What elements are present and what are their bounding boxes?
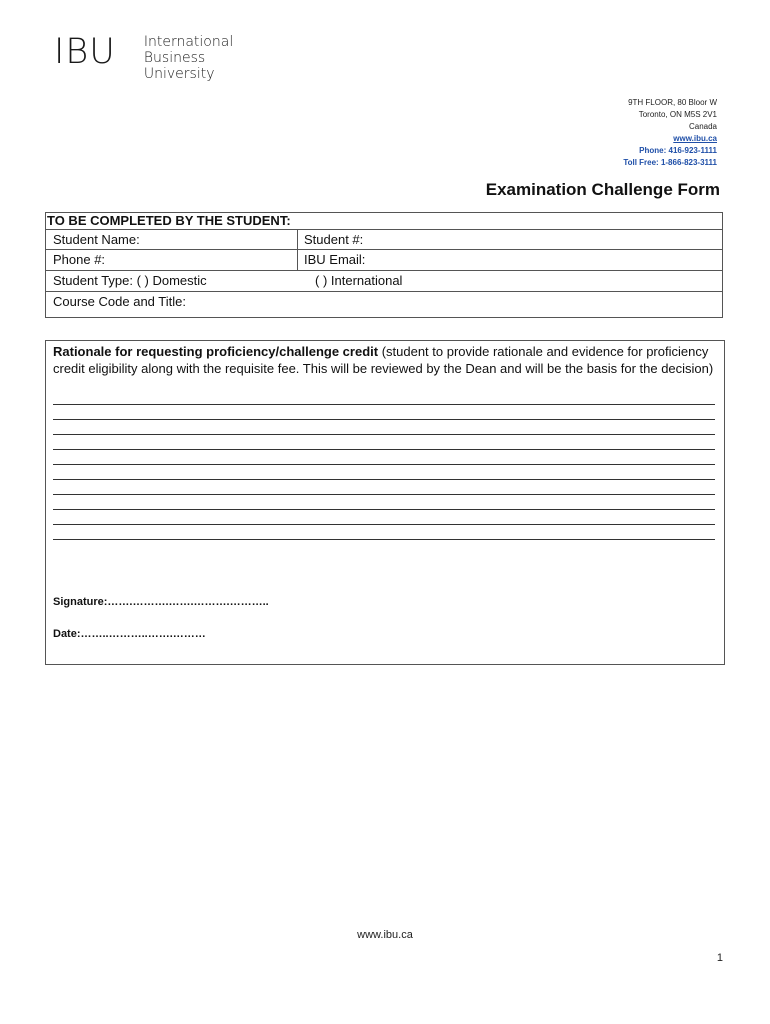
footer-website: www.ibu.ca [357,929,413,941]
student-section-heading: TO BE COMPLETED BY THE STUDENT: [47,213,291,228]
address-line-2: Toronto, ON M5S 2V1 [638,110,717,119]
logo-line-1: International [143,34,234,50]
logo-wordmark [144,34,233,82]
student-name-field[interactable]: Student Name: [53,232,140,247]
phone-number: Phone: 416-923-1111 [639,146,717,155]
website-link[interactable]: www.ibu.ca [673,134,717,143]
course-field[interactable]: Course Code and Title: [53,294,186,309]
page-number: 1 [716,952,723,964]
toll-free-number: Toll Free: 1-866-823-3111 [623,158,717,167]
rationale-line[interactable] [53,524,715,525]
row-course [46,291,722,318]
row-contact [46,249,722,271]
signature-field[interactable]: Signature:…….……….…….……….……….. [53,596,269,608]
row-student-type [46,270,722,292]
address-line-3: Canada [688,122,717,131]
student-info-table [45,212,723,318]
ibu-email-field[interactable]: IBU Email: [304,252,366,267]
rationale-line[interactable] [53,509,715,510]
rationale-description: (student to provide rationale and evidence for proficiency credit eligibility along with the requisite fee. This will be reviewed by the Dean and will be the basis for the decision) [53,344,714,376]
phone-field[interactable]: Phone #: [53,252,106,267]
rationale-section [45,340,725,665]
international-option[interactable]: ( ) International [315,273,403,288]
rationale-line[interactable] [53,464,715,465]
address-line-1: 9TH FLOOR, 80 Bloor W [628,98,717,107]
rationale-line[interactable] [53,434,715,435]
date-field[interactable]: Date:……..………..…….……… [53,628,206,640]
student-number-field[interactable]: Student #: [304,232,364,247]
row-name [46,229,722,250]
rationale-line[interactable] [53,449,715,450]
form-title: Examination Challenge Form [485,180,720,199]
rationale-heading: Rationale for requesting proficiency/challenge credit [53,344,379,359]
rationale-line[interactable] [53,419,715,420]
rationale-line[interactable] [53,494,715,495]
rationale-line[interactable] [53,479,715,480]
logo-line-2: Business [143,50,206,66]
address-block [623,97,717,169]
domestic-option[interactable]: Student Type: ( ) Domestic [53,273,207,288]
logo-line-3: University [143,66,215,82]
rationale-line[interactable] [53,404,715,405]
rationale-instructions [53,343,719,377]
rationale-line[interactable] [53,539,715,540]
ibu-logo [54,32,233,82]
logo-mark: IBU [54,32,116,72]
